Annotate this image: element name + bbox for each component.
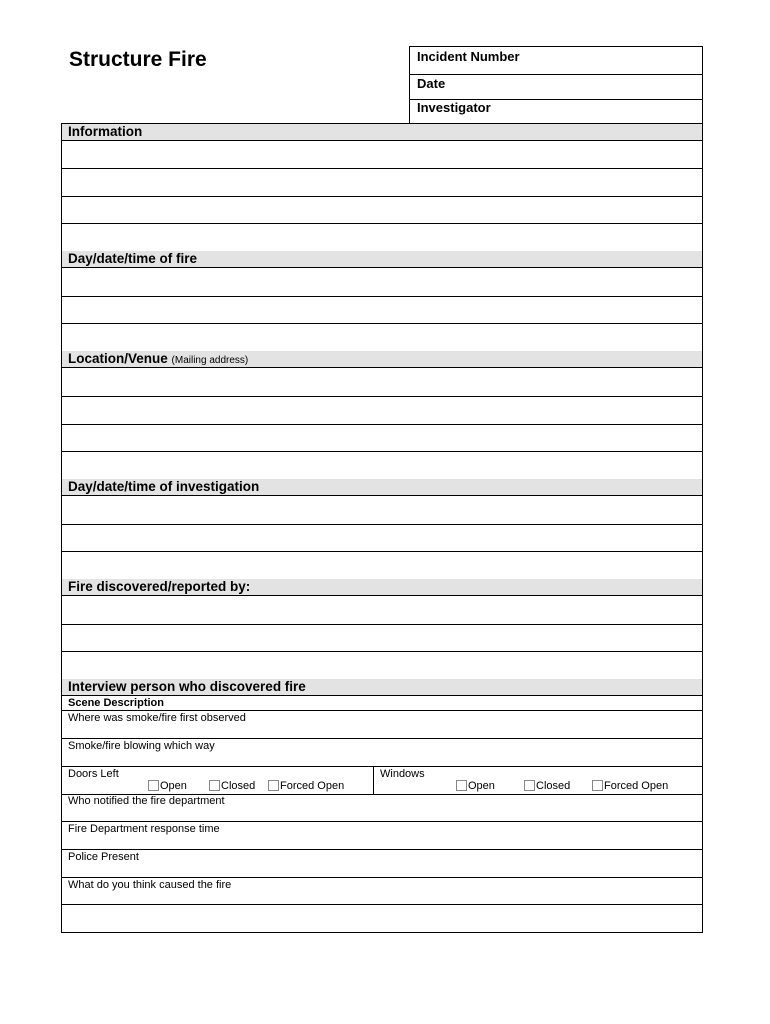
- incident-number-field[interactable]: Incident Number: [410, 47, 702, 75]
- windows-label: Windows: [380, 768, 425, 780]
- notified-label: Who notified the fire department: [68, 795, 225, 807]
- section-location: [62, 351, 702, 368]
- investigation-line-2[interactable]: [62, 551, 702, 552]
- blowing-line[interactable]: [62, 766, 702, 767]
- section-information: Information: [62, 124, 702, 141]
- police-present-label: Police Present: [68, 851, 139, 863]
- location-line-3[interactable]: [62, 451, 702, 452]
- notified-line[interactable]: [62, 821, 702, 822]
- header-box: [409, 46, 703, 124]
- information-line-1[interactable]: [62, 168, 702, 169]
- windows-closed-checkbox[interactable]: Closed: [524, 780, 570, 792]
- section-reported-by: Fire discovered/reported by:: [62, 579, 702, 596]
- doors-closed-checkbox[interactable]: Closed: [209, 780, 255, 792]
- response-time-line[interactable]: [62, 849, 702, 850]
- location-note: (Mailing address): [171, 355, 249, 366]
- section-investigation-time: Day/date/time of investigation: [62, 479, 702, 496]
- doors-forced-open-checkbox[interactable]: Forced Open: [268, 780, 344, 792]
- form-body: [61, 123, 703, 933]
- doors-open-checkbox[interactable]: Open: [148, 780, 187, 792]
- reported-line-2[interactable]: [62, 651, 702, 652]
- date-field[interactable]: Date: [410, 75, 702, 100]
- doors-left-label: Doors Left: [68, 768, 119, 780]
- location-line-2[interactable]: [62, 424, 702, 425]
- section-fire-time: Day/date/time of fire: [62, 251, 702, 268]
- windows-open-checkbox[interactable]: Open: [456, 780, 495, 792]
- form-title: Structure Fire: [69, 48, 207, 71]
- blowing-label: Smoke/fire blowing which way: [68, 740, 215, 752]
- first-observed-label: Where was smoke/fire first observed: [68, 712, 246, 724]
- location-label: Location/Venue: [68, 351, 168, 366]
- response-time-label: Fire Department response time: [68, 823, 220, 835]
- fire-time-line-2[interactable]: [62, 323, 702, 324]
- windows-forced-open-checkbox[interactable]: Forced Open: [592, 780, 668, 792]
- first-observed-line[interactable]: [62, 738, 702, 739]
- information-line-2[interactable]: [62, 196, 702, 197]
- scene-description-heading: Scene Description: [68, 697, 164, 709]
- investigator-field[interactable]: Investigator: [417, 100, 491, 115]
- cause-line-1[interactable]: [62, 904, 702, 905]
- reported-line-1[interactable]: [62, 624, 702, 625]
- section-interview: Interview person who discovered fire: [62, 679, 702, 696]
- fire-time-line-1[interactable]: [62, 296, 702, 297]
- scene-top-line: [62, 710, 702, 711]
- investigation-line-1[interactable]: [62, 524, 702, 525]
- information-line-3[interactable]: [62, 223, 702, 224]
- cause-label: What do you think caused the fire: [68, 879, 232, 891]
- doors-windows-divider: [373, 766, 374, 794]
- police-present-line[interactable]: [62, 877, 702, 878]
- location-line-1[interactable]: [62, 396, 702, 397]
